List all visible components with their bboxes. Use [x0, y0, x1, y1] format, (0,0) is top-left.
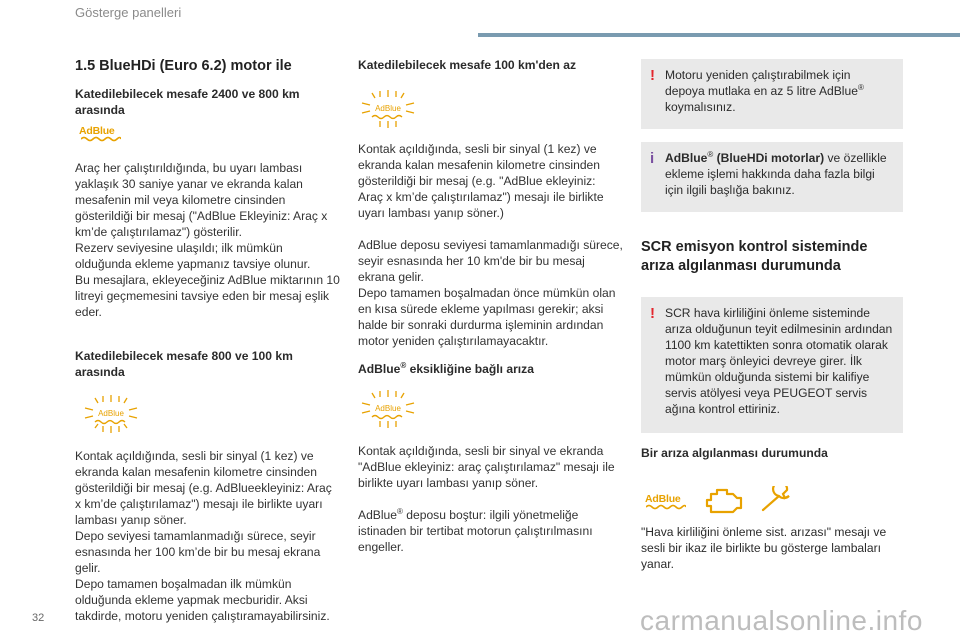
adblue-rays-icon [358, 389, 418, 429]
range1-body-3: Bu mesajlara, ekleyeceğiniz AdBlue miktarının 10 litreyi geçmemesini tavsiye eden bir mesaj eşlik eder. [75, 273, 340, 319]
info-note: i AdBlue® (BlueHDi motorlar) ve özellikle ekleme işlemi hakkında daha fazla bilgi için ilgili başlığa bakınız. [641, 142, 903, 212]
range1-title: Katedilebilecek mesafe 2400 ve 800 km arasında [75, 87, 300, 117]
wrench-icon [759, 486, 795, 514]
svg-text:AdBlue: AdBlue [98, 409, 124, 418]
range3-body2-2: Depo tamamen boşalmadan önce mümkün olan en kısa sürede ekleme yapılması gerekir; aksi halde bir sonraki durdurma işleminin ardından motor yeniden çalıştırılamayacaktır. [358, 286, 616, 348]
range3-body2-1: AdBlue deposu seviyesi tamamlanmadığı sürece, seyir esnasında her 10 km'de bir bu mesaj ekrana gelir. [358, 238, 623, 284]
column-2 [358, 57, 623, 555]
adblue-icon: AdBlue [79, 122, 340, 142]
page-number: 32 [32, 612, 45, 624]
header-bar [478, 33, 960, 37]
info-icon: i [650, 150, 655, 167]
fault-title: Bir arıza algılanması durumunda [641, 446, 828, 460]
adblue-flashing-icon-2 [358, 89, 623, 129]
warning-note-1: ! Motoru yeniden çalıştırabilmek için depoya mutlaka en az 5 litre AdBlue® koymalısınız. [641, 59, 903, 129]
svg-text:AdBlue: AdBlue [375, 104, 401, 113]
adblue-rays-icon [358, 89, 418, 129]
svg-text:AdBlue: AdBlue [375, 404, 401, 413]
range3-title: Katedilebilecek mesafe 100 km'den az [358, 58, 576, 72]
fault-body: "Hava kirliliğini önleme sist. arızası" mesajı ve sesli bir ikaz ile birlikte bu gösterge lambaları yanar. [641, 525, 887, 571]
range1-body-2: Rezerv seviyesine ulaşıldı; ilk mümkün olduğunda ekleme yapmanız tavsiye olunur. [75, 241, 311, 271]
scr-title: SCR emisyon kontrol sisteminde arıza algılanması durumunda [641, 239, 868, 274]
fault-icons-row [645, 486, 795, 514]
missing-title: AdBlue® eksikliğine bağlı arıza [358, 360, 534, 376]
range2-body-1: Kontak açıldığında, sesli bir sinyal (1 kez) ve ekranda kalan mesafenin kilometre cinsinden gösterildiği bir mesaj (e.g. AdBlueekleyiniz: Araç x km’de çalıştırılamaz") mesajı ile birlikte uyarı lambası yanıp söner. [75, 449, 332, 527]
warning-icon: ! [650, 305, 655, 322]
empty-body: AdBlue® deposu boştur: ilgili yönetmeliğe istinaden bir tertibat motorun çalıştırılmasını engeller. [358, 506, 593, 554]
section-title: 1.5 BlueHDi (Euro 6.2) motor ile [75, 58, 292, 74]
range1-body-1: Araç her çalıştırıldığında, bu uyarı lambası yaklaşık 30 saniye yanar ve ekranda kalan mesafenin mil veya kilometre cinsinden gösterildiği bir mesaj ("AdBlue Ekleyiniz: Araç x km’de çalıştırılamaz") gösterilir. [75, 161, 328, 239]
adblue-rays-icon [81, 394, 141, 434]
header-title: Gösterge panelleri [75, 5, 182, 20]
watermark: carmanualsonline.info [640, 605, 923, 636]
column-1 [75, 57, 340, 624]
adblue-flashing-icon [75, 394, 340, 438]
engine-warning-icon [703, 486, 745, 514]
range2-body-2: Depo seviyesi tamamlanmadığı sürece, seyir esnasında her 100 km’de bir bu mesaj ekrana gelir. [75, 529, 321, 575]
missing-body: Kontak açıldığında, sesli bir sinyal ve ekranda "AdBlue ekleyiniz: araç çalıştırılamaz" mesajı ile birlikte uyarı lambası yanıp söner. [358, 444, 615, 490]
warning-note-2: ! SCR hava kirliliğini önleme sisteminde arıza olduğunun teyit edilmesinin ardından 1100 km katettikten sonra otomatik olarak motor marş önleyici devreye girer. İlk mümkün olduğunda sistemi bir kalifiye servis atölyesi veya PEUGEOT servis ağına kontrol ettiriniz. [641, 297, 903, 433]
adblue-icon: AdBlue [645, 489, 689, 511]
adblue-wave-icon [81, 136, 121, 142]
range3-body: Kontak açıldığında, sesli bir sinyal (1 kez) ve ekranda kalan mesafenin kilometre cinsinden gösterildiği bir mesaj (e.g. "AdBlue ekleyiniz: Araç x km’de çalıştırılamaz") mesajı ile birlikte uyarı lambası yanıp söner.) [358, 142, 604, 220]
range2-title: Katedilebilecek mesafe 800 ve 100 km arasında [75, 349, 293, 379]
range2-body-3: Depo tamamen boşalmadan ilk mümkün olduğunda ekleme yapmak mecburidir. Aksi takdirde, motoru yeniden çalıştıramayabilirsiniz. [75, 577, 330, 623]
warning-icon: ! [650, 67, 655, 84]
adblue-flashing-icon-3 [358, 389, 623, 429]
